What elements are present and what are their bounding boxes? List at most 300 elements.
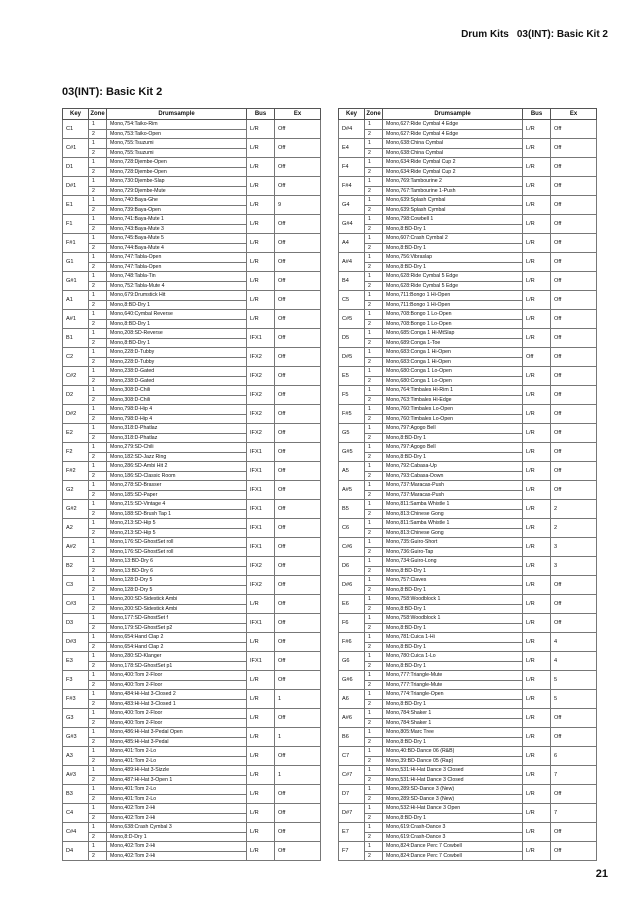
zone-cell: 2 [89,129,107,139]
zone-cell: 1 [89,747,107,757]
ex-cell: Off [275,139,321,158]
zone-cell: 1 [89,158,107,168]
key-cell: D#6 [339,576,365,595]
bus-cell: IFX1 [247,614,275,633]
drumsample-cell: Mono,628:Ride Cymbal 5 Edge [383,272,523,282]
ex-cell: Off [275,614,321,633]
zone-cell: 1 [89,215,107,225]
table-row [63,424,321,434]
key-cell: C#3 [63,595,89,614]
table-row [63,747,321,757]
drumsample-cell: Mono,39:BD-Dance 05 (Rap) [383,756,523,766]
zone-cell: 2 [365,471,383,481]
key-cell: C#4 [63,823,89,842]
table-row [63,652,321,662]
bus-cell: L/R [247,842,275,861]
bus-cell: L/R [247,747,275,766]
bus-cell: IFX1 [247,519,275,538]
zone-cell: 2 [365,338,383,348]
drumsample-cell: Mono,813:Chinese Gong [383,528,523,538]
zone-cell: 2 [365,528,383,538]
drumsample-cell: Mono,401:Tom 2-Lo [107,747,247,757]
ex-cell: Off [275,842,321,861]
key-cell: F1 [63,215,89,234]
ex-cell: Off [275,633,321,652]
zone-cell: 1 [89,196,107,206]
drumsample-cell: Mono,318:D-Phatlaz [107,433,247,443]
zone-cell: 1 [89,462,107,472]
zone-cell: 1 [89,690,107,700]
bus-cell: L/R [523,652,551,671]
zone-cell: 2 [365,395,383,405]
table-row [63,272,321,282]
table-row [63,177,321,187]
zone-cell: 1 [89,120,107,130]
ex-cell: 1 [275,728,321,747]
key-cell: F7 [339,842,365,861]
bus-cell: L/R [523,766,551,785]
drumsample-cell: Mono,777:Triangle-Mute [383,680,523,690]
ex-cell: 4 [551,652,597,671]
zone-cell: 1 [365,747,383,757]
bus-cell: L/R [247,215,275,234]
drumsample-cell: Mono,689:Conga 1-Toe [383,338,523,348]
zone-cell: 1 [365,386,383,396]
bus-cell: Off [523,348,551,367]
drumsample-cell: Mono,228:D-Tubby [107,357,247,367]
bus-cell: L/R [523,177,551,196]
drumsample-cell: Mono,402:Tom 2-Hi [107,804,247,814]
zone-cell: 1 [365,633,383,643]
zone-cell: 1 [89,177,107,187]
drumsample-cell: Mono,798:D-Hip 4 [107,414,247,424]
drumsample-cell: Mono,200:SD-Sidestick Ambi [107,595,247,605]
table-row [63,823,321,833]
zone-cell: 2 [365,623,383,633]
table-row [339,519,597,529]
zone-cell: 2 [89,680,107,690]
table-header-row [339,109,597,120]
zone-cell: 2 [89,319,107,329]
col-zone-header: Zone [365,109,383,120]
drumsample-cell: Mono,757:Claves [383,576,523,586]
table-row [339,139,597,149]
bus-cell: L/R [247,234,275,253]
zone-cell: 2 [89,300,107,310]
key-cell: C6 [339,519,365,538]
col-key-header: Key [63,109,89,120]
zone-cell: 2 [89,851,107,861]
zone-cell: 2 [89,186,107,196]
zone-cell: 2 [89,395,107,405]
ex-cell: Off [551,196,597,215]
zone-cell: 2 [89,167,107,177]
drumsample-cell: Mono,736:Guiro-Tap [383,547,523,557]
col-zone-header: Zone [89,109,107,120]
bus-cell: IFX1 [247,443,275,462]
key-cell: C#2 [63,367,89,386]
ex-cell: Off [551,842,597,861]
bus-cell: IFX2 [247,424,275,443]
zone-cell: 2 [365,357,383,367]
drumsample-cell: Mono,289:SD-Dance 3 (New) [383,794,523,804]
zone-cell: 2 [365,718,383,728]
drumsample-cell: Mono,680:Conga 1 Lo-Open [383,367,523,377]
ex-cell: 7 [551,766,597,785]
zone-cell: 2 [365,224,383,234]
header-chapter: Drum Kits [461,29,509,40]
drumsample-cell: Mono,638:Crash Cymbal 3 [107,823,247,833]
drumsample-cell: Mono,308:D-Chili [107,395,247,405]
bus-cell: L/R [523,234,551,253]
drumsample-cell: Mono,728:Djembe-Open [107,167,247,177]
zone-cell: 2 [89,756,107,766]
drumsample-cell: Mono,401:Tom 2-Lo [107,756,247,766]
table-row [63,348,321,358]
zone-cell: 1 [365,158,383,168]
bus-cell: IFX2 [247,386,275,405]
drumsample-cell: Mono,824:Dance Perc 7 Cowbell [383,842,523,852]
zone-cell: 2 [365,319,383,329]
key-cell: D1 [63,158,89,177]
zone-cell: 1 [365,557,383,567]
zone-cell: 1 [89,253,107,263]
zone-cell: 1 [365,443,383,453]
key-cell: D#2 [63,405,89,424]
bus-cell: L/R [523,519,551,538]
drumsample-cell: Mono,640:Cymbal Reverse [107,310,247,320]
bus-cell: L/R [523,272,551,291]
zone-cell: 2 [365,794,383,804]
drumsample-cell: Mono,813:Chinese Gong [383,509,523,519]
ex-cell: Off [551,443,597,462]
drumsample-cell: Mono,8:BD-Dry 1 [107,338,247,348]
zone-cell: 2 [89,433,107,443]
table-row [63,557,321,567]
drumsample-cell: Mono,639:Splash Cymbal [383,196,523,206]
table-row [63,329,321,339]
table-row [63,576,321,586]
zone-cell: 1 [89,386,107,396]
drumsample-cell: Mono,798:Cowbell 1 [383,215,523,225]
key-cell: B2 [63,557,89,576]
ex-cell: 2 [551,519,597,538]
zone-cell: 1 [89,671,107,681]
zone-cell: 1 [365,804,383,814]
drumsample-cell: Mono,40:BD-Dance 06 (R&B) [383,747,523,757]
key-cell: A#6 [339,709,365,728]
drumsample-cell: Mono,484:Hi-Hat 3-Closed 2 [107,690,247,700]
zone-cell: 2 [89,566,107,576]
drumsample-cell: Mono,793:Cabasa-Down [383,471,523,481]
drum-kit-table-right [338,108,597,861]
drumsample-cell: Mono,8:BD-Dry 1 [383,452,523,462]
zone-cell: 1 [365,823,383,833]
zone-cell: 2 [365,756,383,766]
key-cell: A#1 [63,310,89,329]
ex-cell: 2 [551,500,597,519]
zone-cell: 1 [365,576,383,586]
table-row [339,614,597,624]
drumsample-cell: Mono,708:Bongo 1 Lo-Open [383,310,523,320]
zone-cell: 1 [89,538,107,548]
key-cell: C#1 [63,139,89,158]
drumsample-cell: Mono,628:Ride Cymbal 5 Edge [383,281,523,291]
zone-cell: 1 [89,728,107,738]
zone-cell: 2 [89,528,107,538]
drumsample-cell: Mono,654:Hand Clap 2 [107,642,247,652]
ex-cell: Off [275,785,321,804]
ex-cell: 5 [551,690,597,709]
zone-cell: 1 [365,291,383,301]
key-cell: A#2 [63,538,89,557]
table-header-row [63,109,321,120]
zone-cell: 2 [365,414,383,424]
table-row [339,253,597,263]
drumsample-cell: Mono,683:Conga 1 Hi-Open [383,348,523,358]
drumsample-cell: Mono,176:SD-GhostSet roll [107,547,247,557]
bus-cell: L/R [523,633,551,652]
ex-cell: Off [275,804,321,823]
drumsample-cell: Mono,730:Djembe-Slap [107,177,247,187]
bus-cell: L/R [523,291,551,310]
table-row [63,215,321,225]
drumsample-cell: Mono,286:SD-Ambi Hit 2 [107,462,247,472]
bus-cell: L/R [523,158,551,177]
zone-cell: 1 [89,405,107,415]
bus-cell: L/R [247,120,275,139]
bus-cell: L/R [247,158,275,177]
table-row [63,709,321,719]
col-ex-header: Ex [551,109,597,120]
drumsample-cell: Mono,278:SD-Brasser [107,481,247,491]
table-row [339,709,597,719]
ex-cell: Off [551,291,597,310]
drumsample-cell: Mono,486:Hi-Hat 3-Pedal Open [107,728,247,738]
bus-cell: L/R [523,671,551,690]
key-cell: C2 [63,348,89,367]
bus-cell: L/R [523,215,551,234]
zone-cell: 2 [365,813,383,823]
bus-cell: L/R [523,785,551,804]
drumsample-cell: Mono,228:D-Tubby [107,348,247,358]
bus-cell: L/R [523,310,551,329]
ex-cell: Off [551,329,597,348]
bus-cell: L/R [523,842,551,861]
ex-cell: Off [551,614,597,633]
bus-cell: L/R [247,766,275,785]
drumsample-cell: Mono,764:Timbales Hi-Rim 1 [383,386,523,396]
zone-cell: 1 [89,576,107,586]
drumsample-cell: Mono,752:Tabla-Mute 4 [107,281,247,291]
zone-cell: 2 [89,832,107,842]
key-cell: A2 [63,519,89,538]
table-row [339,690,597,700]
key-cell: D#1 [63,177,89,196]
zone-cell: 1 [89,785,107,795]
zone-cell: 1 [365,405,383,415]
drumsample-cell: Mono,769:Tambourine 2 [383,177,523,187]
ex-cell: Off [551,139,597,158]
zone-cell: 2 [89,414,107,424]
table-row [339,272,597,282]
drumsample-cell: Mono,797:Agogo Bell [383,443,523,453]
drumsample-cell: Mono,784:Shaker 1 [383,718,523,728]
zone-cell: 2 [89,604,107,614]
drumsample-cell: Mono,8:BD-Dry 1 [383,642,523,652]
table-row [63,538,321,548]
zone-cell: 1 [365,652,383,662]
drumsample-cell: Mono,781:Cuica 1-Hi [383,633,523,643]
zone-cell: 2 [365,300,383,310]
table-row [339,557,597,567]
ex-cell: Off [275,291,321,310]
page-number: 21 [595,868,608,880]
zone-cell: 1 [365,690,383,700]
drumsample-cell: Mono,8:BD-Dry 1 [107,300,247,310]
key-cell: C4 [63,804,89,823]
zone-cell: 2 [365,490,383,500]
table-row [339,424,597,434]
key-cell: B4 [339,272,365,291]
zone-cell: 1 [89,481,107,491]
header-kit: 03(INT): Basic Kit 2 [516,29,608,40]
zone-cell: 2 [89,262,107,272]
drumsample-cell: Mono,685:Conga 1 Hi-MtSlap [383,329,523,339]
table-row [63,367,321,377]
drumsample-cell: Mono,760:Timbales Lo-Open [383,405,523,415]
zone-cell: 1 [89,709,107,719]
ex-cell: Off [551,253,597,272]
table-row [63,690,321,700]
key-cell: F6 [339,614,365,633]
table-row [63,120,321,130]
key-cell: F#2 [63,462,89,481]
zone-cell: 2 [89,452,107,462]
ex-cell: Off [551,576,597,595]
ex-cell: Off [275,709,321,728]
key-cell: D4 [63,842,89,861]
table-row [339,747,597,757]
table-row [339,367,597,377]
drumsample-cell: Mono,8:BD-Dry 1 [383,623,523,633]
zone-cell: 1 [365,595,383,605]
ex-cell: Off [275,272,321,291]
key-cell: B1 [63,329,89,348]
bus-cell: IFX1 [247,538,275,557]
drumsample-cell: Mono,8:BD-Dry 1 [383,224,523,234]
key-cell: G3 [63,709,89,728]
ex-cell: Off [275,443,321,462]
table-row [63,443,321,453]
bus-cell: L/R [247,709,275,728]
drumsample-cell: Mono,760:Timbales Lo-Open [383,414,523,424]
zone-cell: 2 [89,642,107,652]
ex-cell: Off [551,595,597,614]
table-row [339,405,597,415]
ex-cell: Off [551,177,597,196]
table-row [339,633,597,643]
ex-cell: Off [275,348,321,367]
zone-cell: 1 [365,614,383,624]
drumsample-cell: Mono,741:Baya-Mute 1 [107,215,247,225]
table-row [63,158,321,168]
ex-cell: 7 [551,804,597,823]
zone-cell: 2 [365,167,383,177]
key-cell: A5 [339,462,365,481]
ex-cell: Off [551,481,597,500]
key-cell: G#2 [63,500,89,519]
key-cell: D#3 [63,633,89,652]
bus-cell: L/R [523,557,551,576]
zone-cell: 1 [365,785,383,795]
drumsample-cell: Mono,634:Ride Cymbal Cup 2 [383,167,523,177]
bus-cell: IFX1 [247,500,275,519]
drumsample-cell: Mono,747:Tabla-Open [107,253,247,263]
key-cell: F#4 [339,177,365,196]
ex-cell: Off [275,405,321,424]
key-cell: A4 [339,234,365,253]
drumsample-cell: Mono,400:Tom 2-Floor [107,709,247,719]
key-cell: C5 [339,291,365,310]
col-drumsample-header: Drumsample [383,109,523,120]
drumsample-cell: Mono,744:Baya-Mute 4 [107,243,247,253]
zone-cell: 2 [89,547,107,557]
key-cell: G2 [63,481,89,500]
zone-cell: 2 [365,148,383,158]
table-row [63,519,321,529]
zone-cell: 2 [89,376,107,386]
drumsample-cell: Mono,483:Hi-Hat 3-Closed 1 [107,699,247,709]
zone-cell: 2 [365,452,383,462]
key-cell: G#3 [63,728,89,747]
ex-cell: Off [551,709,597,728]
bus-cell: L/R [523,614,551,633]
drumsample-cell: Mono,531:Hi-Hat Dance 3 Closed [383,766,523,776]
zone-cell: 2 [89,623,107,633]
bus-cell: L/R [523,424,551,443]
drumsample-cell: Mono,739:Baya-Open [107,205,247,215]
drumsample-cell: Mono,400:Tom 2-Floor [107,671,247,681]
drumsample-cell: Mono,318:D-Phatlaz [107,424,247,434]
zone-cell: 2 [365,186,383,196]
drumsample-cell: Mono,176:SD-GhostSet roll [107,538,247,548]
drumsample-cell: Mono,811:Samba Whistle 1 [383,519,523,529]
key-cell: F#5 [339,405,365,424]
bus-cell: L/R [247,671,275,690]
ex-cell: Off [275,177,321,196]
drumsample-cell: Mono,188:SD-Brush Tap 1 [107,509,247,519]
key-cell: C#7 [339,766,365,785]
drumsample-cell: Mono,777:Triangle-Mute [383,671,523,681]
ex-cell: Off [551,823,597,842]
bus-cell: L/R [523,253,551,272]
table-row [63,785,321,795]
zone-cell: 1 [89,557,107,567]
zone-cell: 2 [89,205,107,215]
drumsample-cell: Mono,213:SD-Hip 5 [107,528,247,538]
key-cell: E7 [339,823,365,842]
drumsample-cell: Mono,402:Tom 2-Hi [107,842,247,852]
drumsample-cell: Mono,178:SD-GhostSet p1 [107,661,247,671]
key-cell: D7 [339,785,365,804]
drumsample-cell: Mono,638:China Cymbal [383,148,523,158]
key-cell: C#5 [339,310,365,329]
drumsample-cell: Mono,824:Dance Perc 7 Cowbell [383,851,523,861]
ex-cell: Off [551,215,597,234]
table-row [339,348,597,358]
zone-cell: 1 [365,538,383,548]
